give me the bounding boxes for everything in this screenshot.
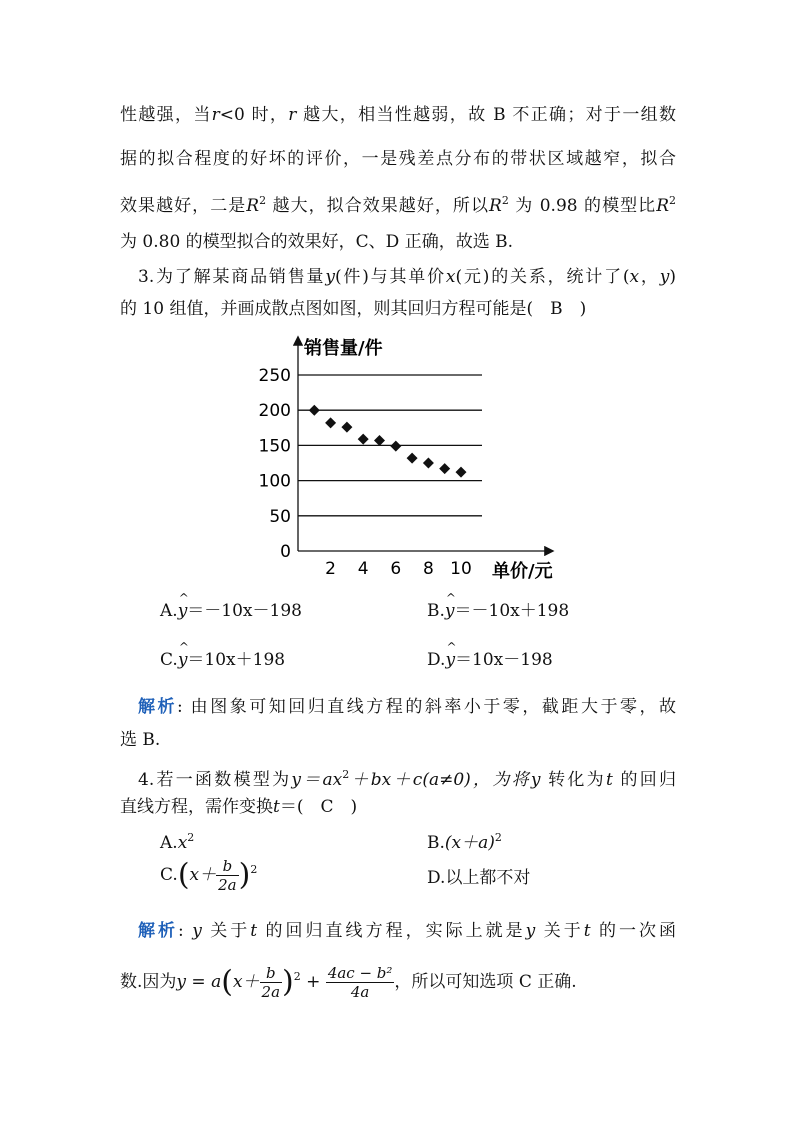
data-point <box>407 453 418 464</box>
y-tick-label: 0 <box>280 542 291 562</box>
x-tick-label: 4 <box>357 559 369 579</box>
y-tick-label: 100 <box>258 471 291 492</box>
data-point <box>390 441 401 452</box>
data-point <box>374 435 385 446</box>
y-tick-label: 50 <box>269 506 291 527</box>
data-point <box>325 417 336 428</box>
y-tick-label: 250 <box>258 366 291 386</box>
scatter-chart <box>0 330 794 590</box>
y-axis-label: 销售量/件 <box>304 338 383 359</box>
para1-line4: 为 0.80 的模型拟合的效果好，C、D 正确，故选 B. <box>120 232 513 252</box>
x-tick-label: 2 <box>325 559 337 579</box>
x-tick-label: 6 <box>390 559 402 579</box>
data-point <box>309 405 320 416</box>
q3-option-b: B.^ y＝－10x＋198 <box>427 600 569 622</box>
x-axis-label: 单价/元 <box>492 561 553 582</box>
q4-option-c: C.(x＋ $\frac{b}{2a}$ )$^2$ <box>160 857 258 894</box>
q4-option-b: $B.(x+a)^2$ <box>427 831 502 853</box>
q3-option-c: C.^ y＝10x＋198 <box>160 649 285 671</box>
q3-analysis-line2: 选 B. <box>120 730 161 750</box>
q4-line2: 直线方程，需作变换t＝( C ) <box>120 797 358 817</box>
q3-analysis-line1: 解析: 由图象可知回归直线方程的斜率小于零，截距大于零，故 <box>138 697 676 717</box>
x-tick-label: 10 <box>450 559 472 579</box>
q3-line2: 的 10 组值，并画成散点图如图，则其回归方程可能是( B ) <box>120 299 587 319</box>
y-tick-label: 200 <box>258 401 291 422</box>
x-tick-label: 8 <box>422 559 434 579</box>
data-point <box>456 467 467 478</box>
q4-analysis-line2: 数.因为y = a(x＋ $\frac{b}{2a}$ )$^2$ + $\frac{\text{4ac − b²}}{4a}$ ，所以可知选项 C 正确. <box>120 964 577 1001</box>
para1-line1: 性越强，当r<0 时，r 越大，相当性越弱，故 B 不正确；对于一组数 <box>120 105 676 125</box>
q3-option-d: D.^ y＝10x－198 <box>427 649 553 671</box>
data-point <box>341 422 352 433</box>
data-point <box>358 434 369 445</box>
para1-line2: 据的拟合程度的好坏的评价，一是残差点分布的带状区域越窄，拟合 <box>120 149 676 169</box>
q4-line1: 4.若一函数模型为$y=ax^2+bx+c(a\ne 0)$，为将y 转化为t 的回归 <box>138 768 677 790</box>
data-point <box>439 463 450 474</box>
q3-option-a: A.^ y＝－10x－198 <box>160 600 302 622</box>
y-tick-label: 150 <box>258 436 291 457</box>
q3-line1: 3.为了解某商品销售量y(件)与其单价x(元)的关系，统计了(x，y) <box>138 267 676 287</box>
data-point <box>423 458 434 469</box>
q4-option-d: D.以上都不对 <box>427 868 531 888</box>
q4-analysis-line1: 解析: y 关于t 的回归直线方程，实际上就是y 关于t 的一次函 <box>138 921 677 941</box>
para1-line3: 效果越好，二是$R^2$ 越大，拟合效果越好，所以$R^2$ 为 0.98 的模型比$R^2$ <box>120 194 676 216</box>
q4-option-a: $A.x^2$ <box>160 831 195 853</box>
